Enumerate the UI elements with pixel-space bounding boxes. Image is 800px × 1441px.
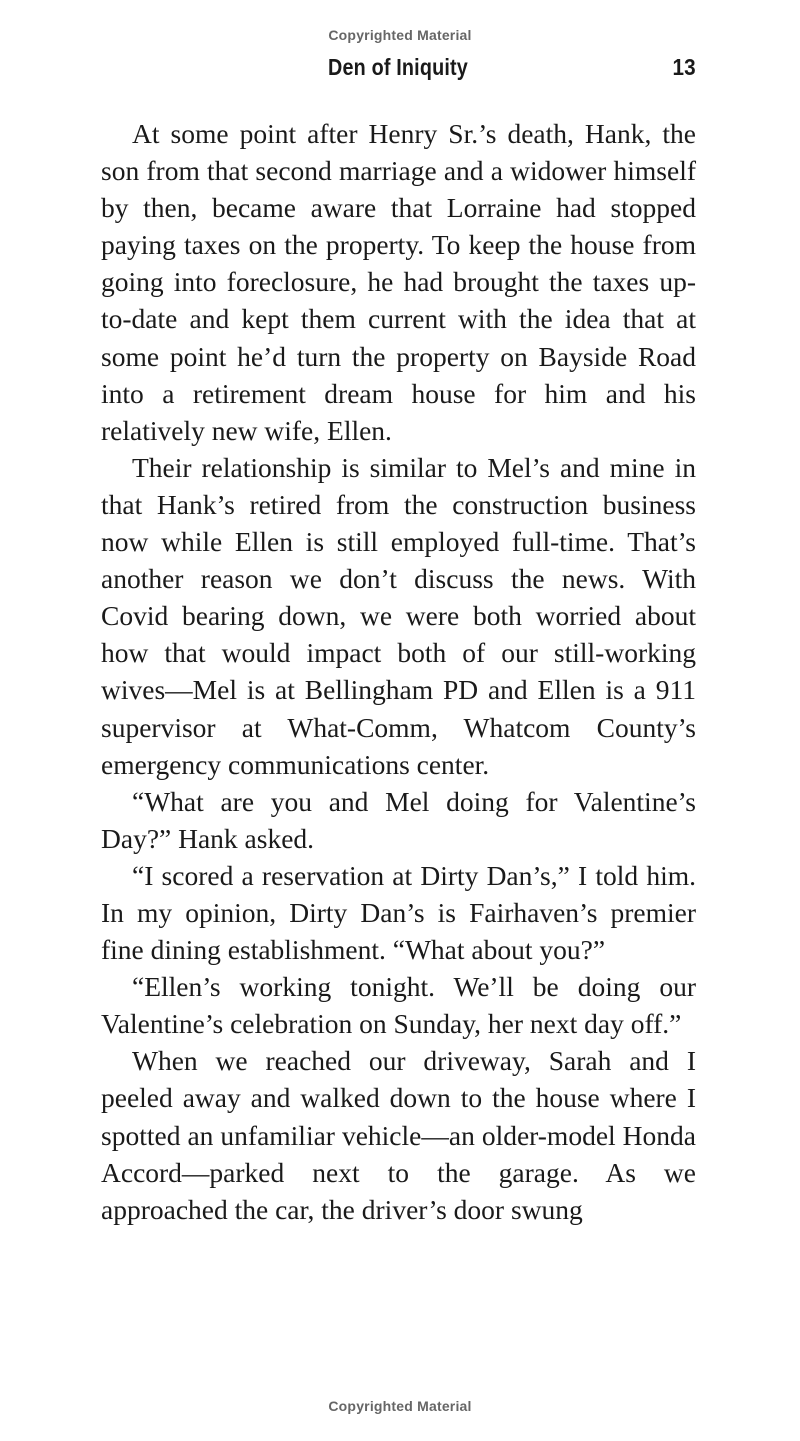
running-head	[100, 50, 696, 86]
paragraph: At some point after Henry Sr.’s death, Hank, the son from that second marriage and a widower himself by then, became aware that Lorraine had stopped paying taxes on the property. To keep the house from going into foreclosure, he had brought the taxes up-to-date and kept them current with the idea that at some point he’d turn the property on Bayside Road into a retirement dream house for him and his relatively new wife, Ellen.	[101, 118, 696, 446]
copyright-watermark-bottom: Copyrighted Material	[328, 1398, 472, 1414]
copyright-watermark-top: Copyrighted Material	[328, 27, 472, 43]
paragraph: When we reached our driveway, Sarah and I peeled away and walked down to the house where I spotted an unfamiliar vehicle—an older-model Honda Accord—parked next to the garage. As we approached the car, the driver’s door swung	[101, 1045, 696, 1225]
paragraph: Their relationship is similar to Mel’s and mine in that Hank’s retired from the construction business now while Ellen is still employed full-time. That’s another reason we don’t discuss the news. With Covid bearing down, we were both worried about how that would impact both of our still-working wives—Mel is at Bellingham PD and Ellen is a 911 supervisor at What-Comm, Whatcom County’s emergency communications center.	[101, 451, 696, 780]
body-text	[101, 115, 696, 1228]
paragraph: “What are you and Mel doing for Valentine’s Day?” Hank asked.	[101, 785, 696, 854]
chapter-title: Den of Iniquity	[328, 54, 468, 80]
paragraph: “Ellen’s working tonight. We’ll be doing our Valentine’s celebration on Sunday, her next day off.”	[101, 971, 696, 1040]
paragraph: “I scored a reservation at Dirty Dan’s,” I told him. In my opinion, Dirty Dan’s is Fairhaven’s premier fine dining establishment. “What about you?”	[101, 859, 696, 966]
page-number: 13	[672, 54, 696, 80]
